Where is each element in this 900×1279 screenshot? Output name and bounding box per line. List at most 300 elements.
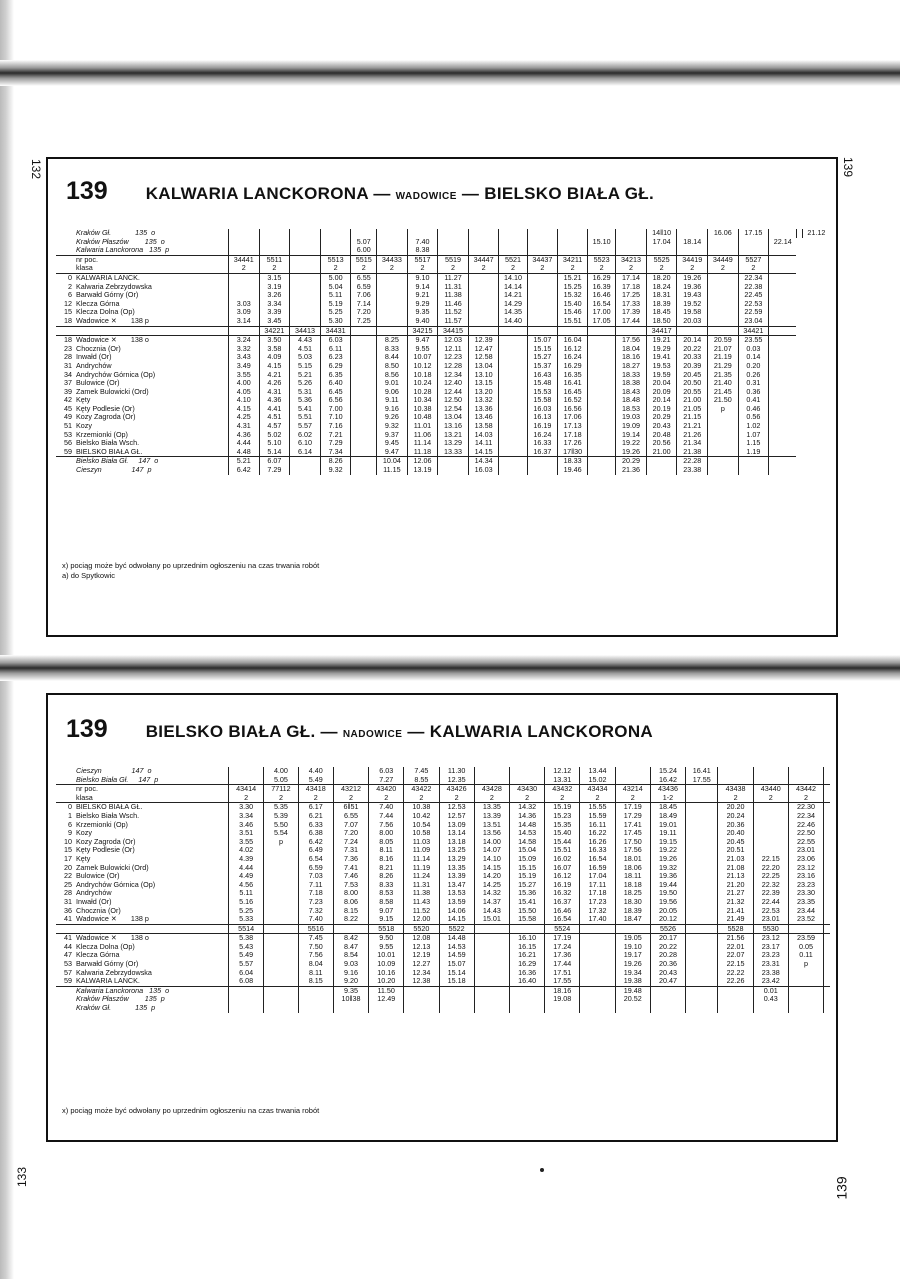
station-cell: Cieszyn 147 p: [76, 466, 152, 475]
time-cell: 7.31: [333, 846, 368, 855]
time-cell: 21.40: [708, 379, 739, 388]
time-cell: 15.09: [509, 855, 544, 864]
time-cell: 20.47: [650, 977, 685, 986]
time-cell: 6.03: [320, 336, 351, 345]
time-cell: 22.55: [788, 838, 823, 847]
table-row: [56, 995, 830, 1004]
time-cell: [377, 291, 408, 300]
time-cell: 34415: [438, 326, 469, 336]
time-cell: [708, 291, 739, 300]
time-cell: 16.24: [558, 353, 588, 362]
time-cell: [769, 371, 797, 380]
table-row: [56, 864, 830, 873]
time-cell: 15.44: [545, 838, 580, 847]
time-cell: [474, 776, 509, 785]
time-cell: 11.09: [404, 846, 439, 855]
table-row: [56, 767, 830, 776]
footnote: a) do Spytkowic: [62, 571, 115, 580]
time-cell: [708, 238, 739, 247]
route-title-via: WADOWICE: [395, 191, 457, 202]
time-cell: 16.12: [558, 345, 588, 354]
time-cell: 11.30: [439, 767, 474, 776]
time-cell: [229, 995, 264, 1004]
table-row: [56, 889, 830, 898]
route-title-end: — BIELSKO BIAŁA GŁ.: [461, 184, 654, 203]
table-row: [56, 881, 830, 890]
time-cell: [527, 273, 558, 282]
time-cell: 0.05: [788, 943, 823, 952]
time-cell: 16.32: [545, 889, 580, 898]
table-row: [56, 255, 830, 264]
time-cell: [588, 379, 616, 388]
time-cell: [677, 229, 708, 238]
km-cell: 59: [56, 977, 74, 986]
time-cell: [686, 864, 718, 873]
time-cell: [753, 812, 788, 821]
time-cell: 7.36: [333, 855, 368, 864]
time-cell: 7.29: [320, 439, 351, 448]
time-cell: 19.59: [646, 371, 677, 380]
time-cell: 18.39: [646, 300, 677, 309]
time-cell: [753, 803, 788, 812]
time-cell: 5518: [369, 924, 404, 934]
time-cell: 16.54: [545, 915, 580, 924]
time-cell: 15.18: [439, 977, 474, 986]
time-cell: [474, 977, 509, 986]
time-cell: 8.06: [333, 898, 368, 907]
time-cell: 16.21: [509, 951, 544, 960]
km-cell: [56, 246, 74, 255]
time-cell: 11.57: [438, 317, 469, 326]
time-cell: 16.04: [558, 336, 588, 345]
time-cell: 34419: [677, 255, 708, 264]
time-cell: 10.09: [369, 960, 404, 969]
time-cell: 14.15: [474, 864, 509, 873]
time-cell: 20.22: [677, 345, 708, 354]
table-row: [56, 794, 830, 803]
time-cell: 21.03: [718, 855, 753, 864]
page-number-left-top: 132: [29, 158, 44, 180]
time-cell: 2: [259, 264, 290, 273]
time-cell: 6.35: [320, 371, 351, 380]
km-cell: [56, 776, 74, 785]
time-cell: 14.34: [468, 457, 499, 466]
time-cell: 6.03: [369, 767, 404, 776]
time-cell: [650, 1004, 685, 1013]
time-cell: 16.29: [588, 273, 616, 282]
time-cell: 4.48: [229, 448, 260, 457]
table-row: [56, 238, 830, 247]
time-cell: 19.26: [650, 855, 685, 864]
station-cell: Inwałd (Or): [76, 353, 112, 362]
time-cell: 15.19: [545, 803, 580, 812]
time-cell: 19.05: [615, 934, 650, 943]
time-cell: 8.47: [333, 943, 368, 952]
time-cell: [738, 246, 769, 255]
time-cell: 3.58: [259, 345, 290, 354]
time-cell: [686, 889, 718, 898]
time-cell: [580, 943, 615, 952]
time-cell: 11.14: [404, 855, 439, 864]
time-cell: 17.11: [580, 881, 615, 890]
time-cell: 17.06: [558, 413, 588, 422]
time-cell: 22.20: [753, 864, 788, 873]
km-cell: 1: [68, 811, 72, 820]
time-cell: 8.55: [404, 776, 439, 785]
time-cell: 2: [615, 794, 650, 803]
time-cell: 15.01: [474, 915, 509, 924]
station-cell: Kozy: [76, 422, 92, 431]
time-cell: [474, 960, 509, 969]
time-cell: [686, 829, 718, 838]
time-cell: [264, 1004, 298, 1013]
time-cell: 4.57: [259, 422, 290, 431]
time-cell: 5.35: [264, 803, 298, 812]
time-cell: [377, 308, 408, 317]
time-cell: [351, 448, 377, 457]
time-cell: [509, 767, 544, 776]
time-cell: 22.45: [738, 291, 769, 300]
time-cell: 3.43: [229, 353, 260, 362]
time-cell: 15.50: [509, 907, 544, 916]
time-cell: [351, 405, 377, 414]
time-cell: 2: [616, 264, 647, 273]
time-cell: p: [788, 960, 823, 969]
time-cell: 14.25: [474, 881, 509, 890]
route-title-start: BIELSKO BIAŁA GŁ. —: [145, 722, 338, 741]
time-cell: [468, 291, 499, 300]
time-cell: 12.57: [439, 812, 474, 821]
table-row: [56, 405, 830, 414]
time-cell: 18.50: [646, 317, 677, 326]
time-cell: 14.00: [474, 838, 509, 847]
time-cell: 23.55: [738, 336, 769, 345]
time-cell: [580, 934, 615, 943]
time-cell: 5.43: [229, 943, 264, 952]
time-cell: 43442: [788, 785, 823, 794]
time-cell: 14.43: [474, 907, 509, 916]
time-cell: [229, 283, 260, 292]
time-cell: 19.08: [545, 995, 580, 1004]
table-row: [56, 317, 830, 326]
time-cell: 7.03: [298, 872, 333, 881]
time-cell: 21.21: [677, 422, 708, 431]
time-cell: [351, 457, 377, 466]
time-cell: [290, 273, 321, 282]
time-cell: 4.25: [229, 413, 260, 422]
time-cell: 19.56: [650, 898, 685, 907]
time-cell: 8.16: [369, 855, 404, 864]
time-cell: 11.38: [438, 291, 469, 300]
route-title-end: — KALWARIA LANCKORONA: [407, 722, 653, 741]
time-cell: 14.15: [439, 915, 474, 924]
time-cell: 18.53: [616, 405, 647, 414]
time-cell: 14.59: [439, 951, 474, 960]
time-cell: [588, 457, 616, 466]
time-cell: 6.55: [351, 273, 377, 282]
timetable-notes: [62, 1106, 319, 1116]
time-cell: 11.18: [407, 448, 438, 457]
time-cell: 12.06: [407, 457, 438, 466]
timetable-panel-2: [46, 693, 838, 1142]
time-cell: 5.41: [290, 405, 321, 414]
time-cell: 19.50: [650, 889, 685, 898]
km-cell: 49: [64, 413, 72, 422]
time-cell: 4.36: [229, 431, 260, 440]
time-cell: 13.36: [468, 405, 499, 414]
time-cell: [509, 986, 544, 995]
time-cell: 14.07: [474, 846, 509, 855]
time-cell: 22.30: [788, 803, 823, 812]
time-cell: [708, 457, 739, 466]
time-cell: [686, 924, 718, 934]
time-cell: 43434: [580, 785, 615, 794]
time-cell: 15.46: [558, 308, 588, 317]
table-row: [56, 915, 830, 924]
km-cell: [56, 457, 74, 466]
time-cell: 2: [407, 264, 438, 273]
time-cell: 16.33: [527, 439, 558, 448]
time-cell: 16.07: [545, 864, 580, 873]
time-cell: [499, 362, 527, 371]
time-cell: [468, 273, 499, 282]
time-cell: 19.32: [650, 864, 685, 873]
time-cell: 11.01: [407, 422, 438, 431]
station-cell: Bielsko Biała Gł. 147 p: [74, 776, 229, 785]
time-cell: 2: [474, 794, 509, 803]
time-cell: 11.03: [404, 838, 439, 847]
time-cell: 7.11: [298, 881, 333, 890]
km-cell: [56, 986, 74, 995]
time-cell: [646, 466, 677, 475]
time-cell: 10‖38: [333, 995, 368, 1004]
time-cell: [615, 776, 650, 785]
time-cell: [527, 466, 558, 475]
time-cell: [686, 812, 718, 821]
km-cell: [56, 238, 74, 247]
time-cell: 10.01: [369, 951, 404, 960]
time-cell: 3.39: [259, 308, 290, 317]
km-cell: 0: [68, 273, 72, 282]
time-cell: [708, 300, 739, 309]
time-cell: [753, 846, 788, 855]
time-cell: 5.30: [320, 317, 351, 326]
time-cell: 16.52: [558, 396, 588, 405]
time-cell: 4.05: [229, 388, 260, 397]
station-cell: Kozy Zagroda (Or): [76, 837, 136, 846]
time-cell: 17.05: [588, 317, 616, 326]
time-cell: 14.20: [474, 872, 509, 881]
station-cell: klasa: [74, 794, 229, 803]
time-cell: [290, 283, 321, 292]
time-cell: [438, 238, 469, 247]
time-cell: 4.44: [229, 864, 264, 873]
table-row: [56, 872, 830, 881]
time-cell: 4.51: [259, 413, 290, 422]
time-cell: [290, 264, 321, 273]
time-cell: 9.01: [377, 379, 408, 388]
time-cell: 43430: [509, 785, 544, 794]
time-cell: 21.32: [718, 898, 753, 907]
time-cell: 7.53: [333, 881, 368, 890]
time-cell: 6.00: [351, 246, 377, 255]
time-cell: [616, 246, 647, 255]
time-cell: 7.24: [333, 838, 368, 847]
time-cell: 20.03: [677, 317, 708, 326]
station-cell: Zamek Bulowicki (Ord): [76, 387, 149, 396]
time-cell: 0.11: [788, 951, 823, 960]
time-cell: 17.56: [616, 336, 647, 345]
route-title: [146, 184, 654, 204]
time-cell: 5521: [499, 255, 527, 264]
station-cell: Kalwaria Lanckorona 135 p: [74, 246, 229, 255]
time-cell: 17.55: [686, 776, 718, 785]
time-cell: 19.48: [615, 986, 650, 995]
route-title: [146, 722, 653, 742]
time-cell: 6.42: [298, 838, 333, 847]
time-cell: 5517: [407, 255, 438, 264]
time-cell: [290, 308, 321, 317]
time-cell: 20.29: [646, 413, 677, 422]
time-cell: 34215: [407, 326, 438, 336]
time-cell: [351, 413, 377, 422]
time-cell: 22.53: [738, 300, 769, 309]
station-cell: Kraków Gł. 135 p: [76, 1004, 156, 1013]
time-cell: 14.10: [474, 855, 509, 864]
time-cell: [769, 422, 797, 431]
time-cell: 2: [439, 794, 474, 803]
time-cell: 3.15: [259, 273, 290, 282]
table-row: [56, 291, 830, 300]
time-cell: 17.26: [558, 439, 588, 448]
time-cell: 8.11: [298, 969, 333, 978]
time-cell: [753, 821, 788, 830]
time-cell: 3.26: [259, 291, 290, 300]
km-cell: 15: [64, 846, 72, 855]
time-cell: 5.03: [290, 353, 321, 362]
time-cell: [468, 229, 499, 238]
time-cell: 14.53: [509, 829, 544, 838]
time-cell: 6‖51: [333, 803, 368, 812]
time-cell: 12.19: [404, 951, 439, 960]
time-cell: 18.31: [646, 291, 677, 300]
time-cell: 6.04: [229, 969, 264, 978]
time-cell: [616, 238, 647, 247]
time-cell: 5.25: [320, 308, 351, 317]
time-cell: 2: [377, 264, 408, 273]
time-cell: [588, 439, 616, 448]
time-cell: 18.39: [615, 907, 650, 916]
time-cell: [588, 362, 616, 371]
time-cell: 6.11: [320, 345, 351, 354]
time-cell: 12.03: [438, 336, 469, 345]
time-cell: 7.41: [333, 864, 368, 873]
time-cell: 0.01: [753, 986, 788, 995]
km-cell: 9: [68, 829, 72, 838]
time-cell: 7.18: [298, 889, 333, 898]
time-cell: 9.03: [333, 960, 368, 969]
time-cell: 22.15: [753, 855, 788, 864]
time-cell: 12.50: [438, 396, 469, 405]
time-cell: 17.41: [615, 821, 650, 830]
time-cell: 9.06: [377, 388, 408, 397]
time-cell: [769, 396, 797, 405]
time-cell: [769, 466, 797, 475]
station-cell: Bulowice (Or): [76, 872, 120, 881]
time-cell: [259, 246, 290, 255]
time-cell: 23.23: [788, 881, 823, 890]
time-cell: [320, 246, 351, 255]
time-cell: 7.50: [298, 943, 333, 952]
time-cell: 15.40: [545, 829, 580, 838]
table-number-right-top: 139: [841, 156, 856, 178]
time-cell: 23.42: [753, 977, 788, 986]
time-cell: 22.32: [753, 881, 788, 890]
time-cell: 18.45: [646, 308, 677, 317]
time-cell: [264, 864, 298, 873]
time-cell: [439, 995, 474, 1004]
time-cell: 16.59: [580, 864, 615, 873]
time-cell: [738, 466, 769, 475]
time-cell: [718, 986, 753, 995]
time-cell: 22.15: [718, 960, 753, 969]
time-cell: [509, 995, 544, 1004]
time-cell: [474, 986, 509, 995]
station-cell: Barwałd Górny (Or): [76, 960, 139, 969]
time-cell: 3.32: [229, 345, 260, 354]
time-cell: 19.17: [615, 951, 650, 960]
time-cell: 5519: [438, 255, 469, 264]
time-cell: 18.14: [677, 238, 708, 247]
time-cell: 19.09: [616, 422, 647, 431]
time-cell: 12.13: [404, 943, 439, 952]
time-cell: 5.49: [229, 951, 264, 960]
time-cell: [677, 246, 708, 255]
time-cell: [351, 388, 377, 397]
time-cell: 8.00: [369, 829, 404, 838]
time-cell: 19.22: [650, 846, 685, 855]
time-cell: 7.46: [333, 872, 368, 881]
time-cell: 13.44: [580, 767, 615, 776]
time-cell: 16.41: [558, 379, 588, 388]
station-cell: Krzemionki (Op): [76, 430, 128, 439]
time-cell: 0.46: [738, 405, 769, 414]
time-cell: [438, 466, 469, 475]
time-cell: 16.26: [580, 838, 615, 847]
time-cell: 5.39: [264, 812, 298, 821]
time-cell: [377, 317, 408, 326]
time-cell: [769, 255, 797, 264]
time-cell: 10.16: [369, 969, 404, 978]
km-cell: 6: [68, 820, 72, 829]
time-cell: 15.37: [527, 362, 558, 371]
km-cell: 53: [64, 430, 72, 439]
time-cell: 12.23: [438, 353, 469, 362]
time-cell: [788, 995, 823, 1004]
time-cell: 16.54: [588, 300, 616, 309]
time-cell: 8.25: [377, 336, 408, 345]
time-cell: 9.10: [407, 273, 438, 282]
time-cell: 12.11: [438, 345, 469, 354]
time-cell: 0.03: [738, 345, 769, 354]
time-cell: 15.55: [580, 803, 615, 812]
time-cell: 15.32: [558, 291, 588, 300]
time-cell: 2: [580, 794, 615, 803]
table-row: [56, 431, 830, 440]
km-cell: [56, 995, 74, 1004]
time-cell: 10.12: [407, 362, 438, 371]
time-cell: [824, 1004, 830, 1013]
